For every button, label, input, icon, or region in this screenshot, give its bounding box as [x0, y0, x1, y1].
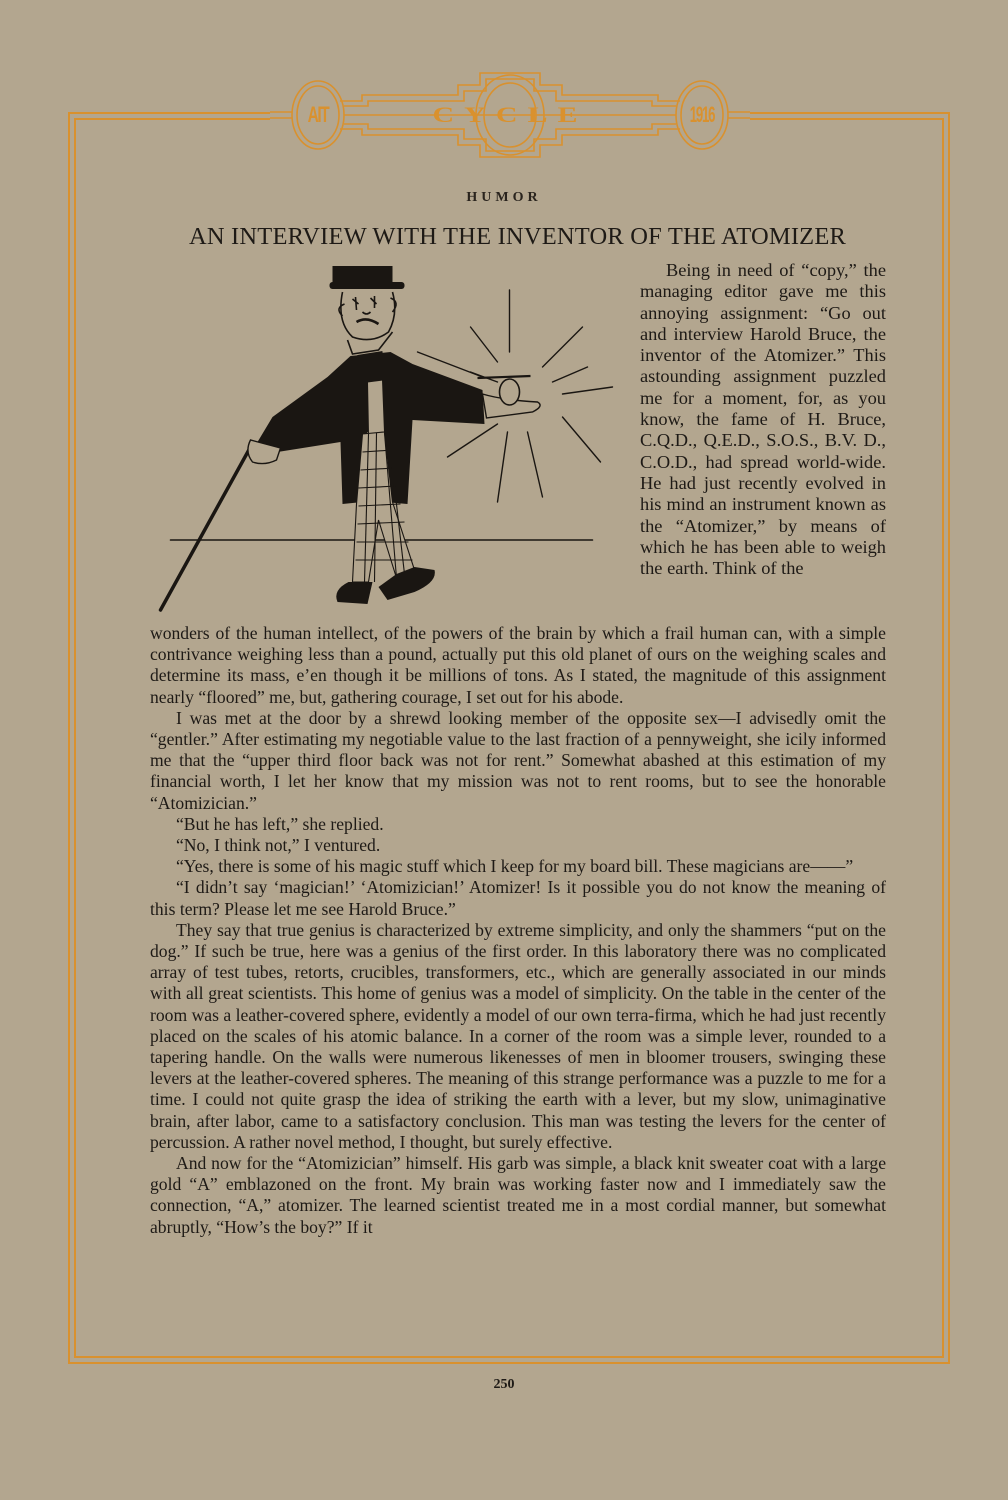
atomizer-inventor-illustration — [150, 252, 615, 622]
paragraph-continuation: wonders of the human intellect, of the powers of the brain by which a frail human can, with a simple contrivance weighing less than a pound, actually put this old planet of ours on the weighing scales and determine its mass, e’en though it be millions of tons. As I stated, the magnitude of this assignment nearly “floored” me, but, gathering courage, I set out for his abode. — [150, 623, 886, 707]
cartoon-man-icon — [150, 252, 615, 622]
masthead-left-emblem: AIT — [307, 102, 329, 127]
masthead-emblem — [270, 65, 750, 165]
paragraph: “No, I think not,” I ventured. — [176, 835, 381, 856]
section-label: HUMOR — [466, 190, 542, 205]
article-title: AN INTERVIEW WITH THE INVENTOR OF THE ATOMIZER — [188, 223, 847, 250]
paragraph: “Yes, there is some of his magic stuff which I keep for my board bill. These magicians are——” — [176, 856, 854, 877]
masthead-title: CYCLE — [432, 102, 588, 127]
paragraph: And now for the “Atomizician” himself. His garb was simple, a black knit sweater coat with a large gold “A” emblazoned on the front. My brain was working faster now and I immediately saw the connection, “A,” atomizer. The learned scientist treated me in a most cordial manner, but somewhat abruptly, “How’s the boy?” If it — [150, 1153, 886, 1237]
intro-paragraph: Being in need of “copy,” the managing editor gave me this annoying assignment: “Go out and interview Harold Bruce, the inventor of the Atomizer.” This astounding assignment puzzled me for a moment, for, as you know, the fame of H. Bruce, C.Q.D., Q.E.D., S.O.S., B.V. D., C.O.D., had spread world-wide. He had just recently evolved in his mind an instrument known as the “Atomizer,” by means of which he has been able to weigh the earth. Think of the — [640, 260, 886, 579]
page-number: 250 — [493, 1377, 515, 1392]
paragraph: “I didn’t say ‘magician!’ ‘Atomizician!’ Atomizer! Is it possible you do not know the meaning of this term? Please let me see Harold Bruce.” — [150, 877, 886, 919]
masthead-right-emblem: 1916 — [689, 102, 715, 127]
paragraph: I was met at the door by a shrewd looking member of the opposite sex—I advisedly omit the “gentler.” After estimating my negotiable value to the last fraction of a pennyweight, she icily informed me that the “upper third floor back was not for rent.” Somewhat abashed at this estimation of my financial worth, I let her know that my mission was not to rent rooms, but to see the honorable “Atomizician.” — [150, 707, 886, 813]
paragraph: They say that true genius is characterized by extreme simplicity, and only the shammers “put on the dog.” If such be true, here was a genius of the first order. In this laboratory there was no complicated array of test tubes, retorts, crucibles, transformers, etc., which are generally associated in our minds with all great scientists. This home of genius was a model of simplicity. On the table in the center of the room was a leather-covered sphere, evidently a model of our own terra-firma, which he had just recently placed on the scales of his atomic balance. In a corner of the room was a simple lever, rounded to a tapering handle. On the walls were numerous likenesses of men in bloomer trousers, swinging these levers at the leather-covered spheres. The meaning of this strange performance was a puzzle to me for a time. I could not quite grasp the idea of striking the earth with a lever, but my slow, unimaginative brain, after labor, came to a satisfactory conclusion. This man was testing the levers for the center of percussion. A rather novel method, I thought, but surely effective. — [150, 919, 886, 1152]
paragraph: “But he has left,” she replied. — [176, 813, 384, 834]
article-body — [150, 623, 886, 1238]
